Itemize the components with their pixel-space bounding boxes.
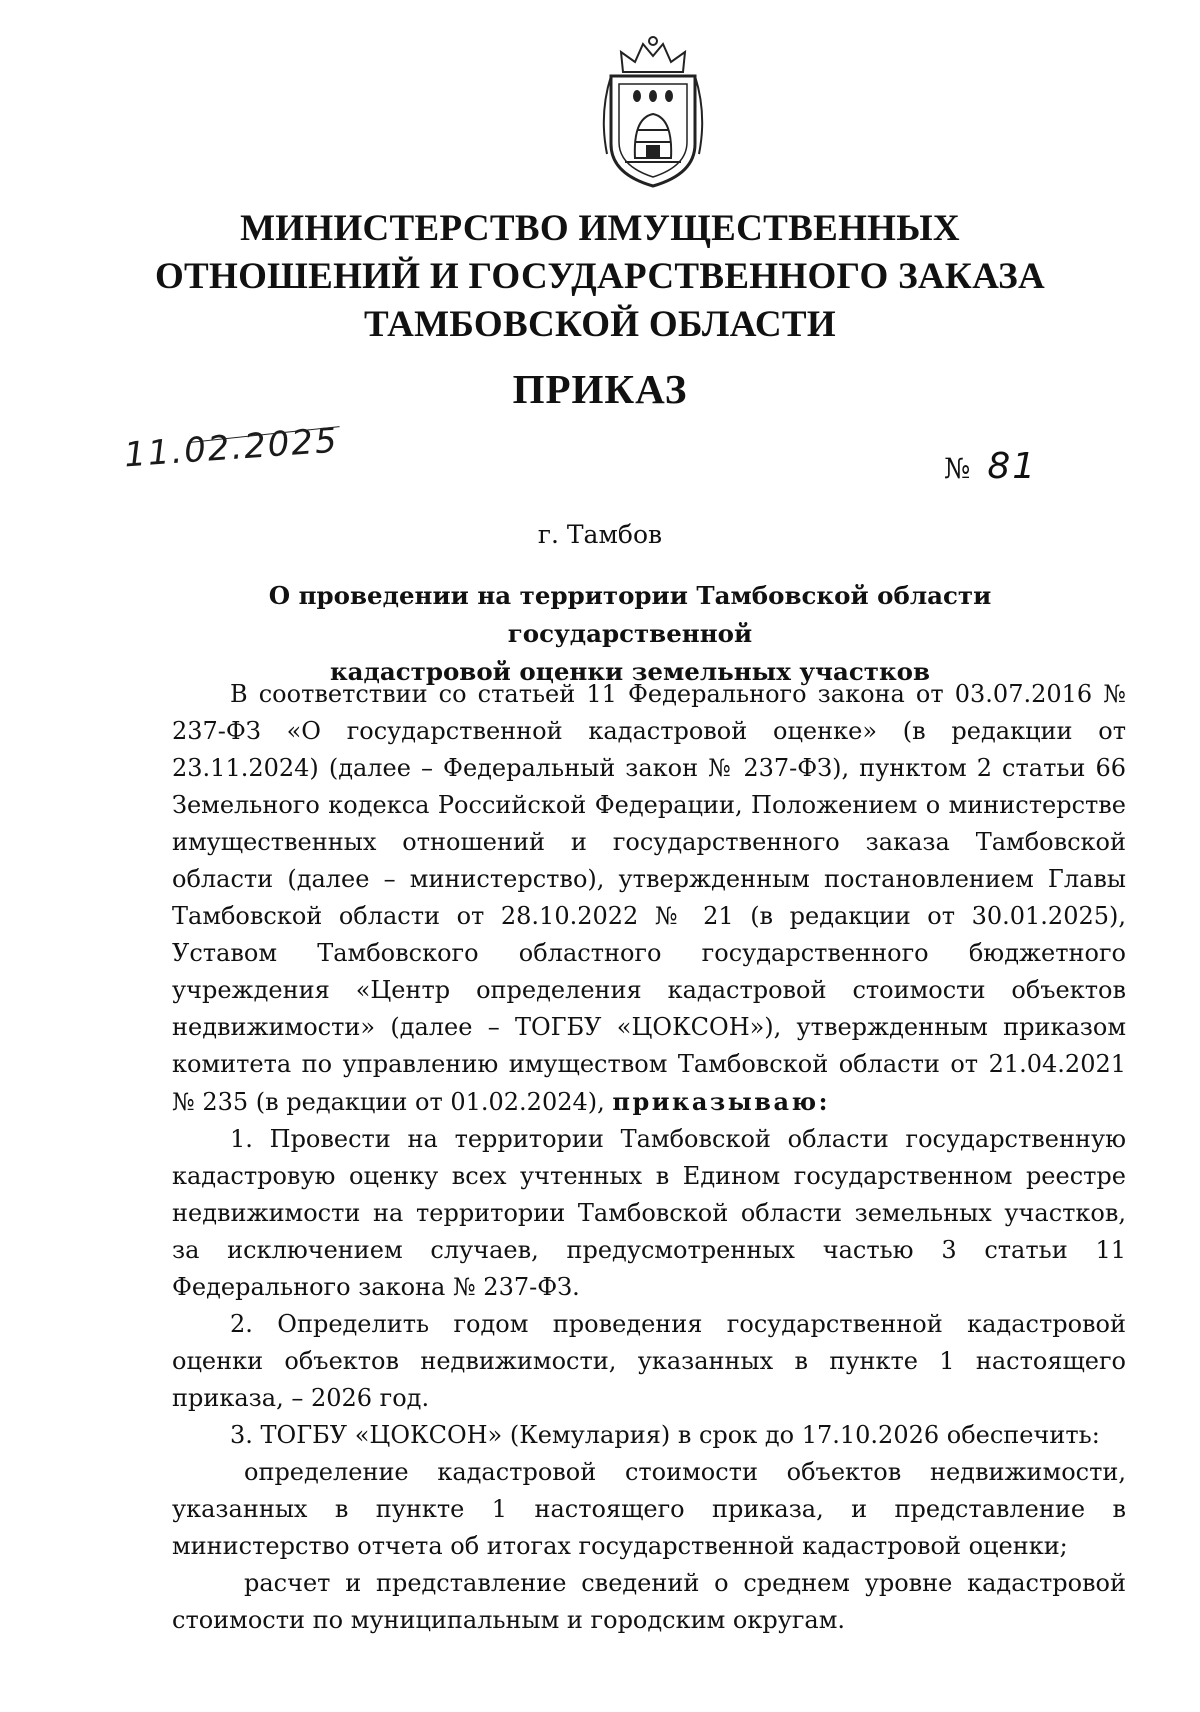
subject-line: кадастровой оценки земельных участков xyxy=(329,657,931,686)
item-1-paragraph: 1. Провести на территории Тамбовской области государственную кадастровую оценку всех учтенных в Едином государственном реестре недвижимости на территории Тамбовской области земельных участков, за исключением случаев, предусмотренных частью 3 статьи 11 Федерального закона № 237-ФЗ. xyxy=(172,1125,1126,1301)
crown-icon xyxy=(621,37,685,72)
ministry-name-line: ОТНОШЕНИЙ И ГОСУДАРСТВЕННОГО ЗАКАЗА xyxy=(154,256,1046,297)
order-number xyxy=(944,446,1037,487)
ministry-name xyxy=(0,205,1200,349)
item-3a-paragraph: определение кадастровой стоимости объектов недвижимости, указанных в пункте 1 настоящего приказа, и представление в министерство отчета об итогах государственной кадастровой оценки; xyxy=(172,1458,1126,1560)
ministry-name-line: МИНИСТЕРСТВО ИМУЩЕСТВЕННЫХ xyxy=(240,208,960,249)
preamble-paragraph xyxy=(172,676,1126,1121)
bee-icon xyxy=(633,90,673,102)
order-subject xyxy=(180,577,1080,691)
document-type-title: ПРИКАЗ xyxy=(512,366,688,412)
order-body xyxy=(172,676,1126,1639)
item-2-paragraph: 2. Определить годом проведения государственной кадастровой оценки объектов недвижимости, указанных в пункте 1 настоящего приказа, – 2026 год. xyxy=(172,1310,1126,1412)
orders-word: приказываю: xyxy=(612,1087,830,1116)
ministry-name-line: ТАМБОВСКОЙ ОБЛАСТИ xyxy=(364,304,836,345)
handwritten-date: 11.02.2025 xyxy=(122,420,340,476)
beehive-icon xyxy=(635,114,671,158)
item-3-paragraph: 3. ТОГБУ «ЦОКСОН» (Кемулария) в срок до 17.10.2026 обеспечить: xyxy=(230,1421,1100,1449)
coat-of-arms-emblem xyxy=(593,34,713,189)
number-sign: № xyxy=(944,452,971,485)
subject-line: О проведении на территории Тамбовской области государственной xyxy=(268,581,992,648)
preamble-text: В соответствии со статьей 11 Федерального закона от 03.07.2016 № 237-ФЗ «О государственной кадастровой оценке» (в редакции от 23.11.2024) (далее – Федеральный закон № 237-ФЗ), пунктом 2 статьи 66 Земельного кодекса Российской Федерации, Положением о министерстве имущественных отношений и государственного заказа Тамбовской области (далее – министерство), утвержденным постановлением Главы Тамбовской области от 28.10.2022 № 21 (в редакции от 30.01.2025), Уставом Тамбовского областного государственного бюджетного учреждения «Центр определения кадастровой стоимости объектов недвижимости» (далее – ТОГБУ «ЦОКСОН»), утвержденным приказом комитета по управлению имуществом Тамбовской области от 21.04.2021 № 235 (в редакции от 01.02.2024), xyxy=(172,680,1126,1116)
handwritten-number: 81 xyxy=(987,446,1038,487)
city-line: г. Тамбов xyxy=(537,520,663,549)
item-3b-paragraph: расчет и представление сведений о среднем уровне кадастровой стоимости по муниципальным и городским округам. xyxy=(172,1569,1126,1634)
